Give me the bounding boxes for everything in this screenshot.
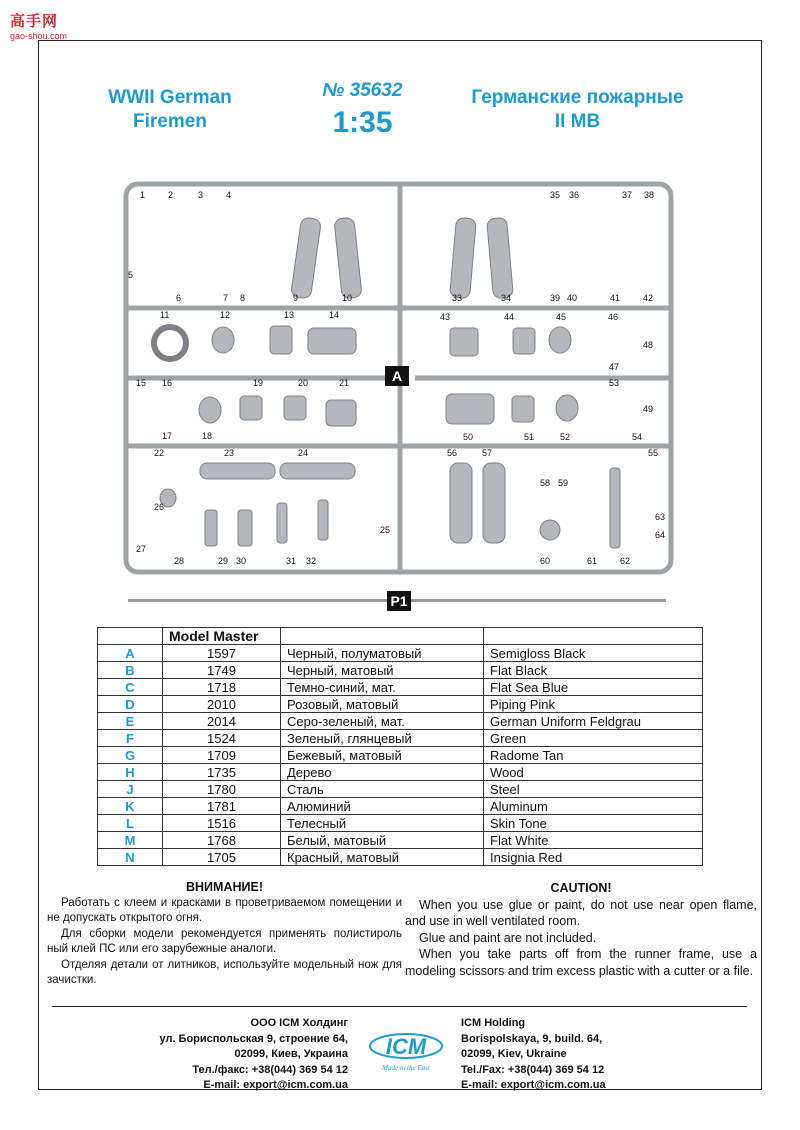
svg-text:46: 46 — [608, 312, 619, 322]
svg-text:57: 57 — [482, 448, 493, 458]
address-en-line: Borispolskaya, 9, build. 64, — [461, 1032, 603, 1045]
color-rows — [98, 645, 703, 866]
color-num-cell: 1749 — [163, 662, 281, 679]
svg-text:32: 32 — [306, 556, 317, 566]
color-num-cell: 1705 — [163, 849, 281, 866]
title-russian — [455, 86, 700, 134]
svg-text:45: 45 — [556, 312, 567, 322]
svg-text:58: 58 — [540, 478, 551, 488]
color-code-cell: J — [98, 781, 163, 798]
svg-text:41: 41 — [610, 293, 621, 303]
svg-text:16: 16 — [162, 378, 173, 388]
warning-ru-p3: Отделяя детали от литников, используйте модельный нож для зачистки. — [47, 958, 402, 986]
address-ru-line: ООО ICM Холдинг — [250, 1017, 348, 1029]
svg-text:4: 4 — [226, 190, 232, 200]
color-num-cell: 2014 — [163, 713, 281, 730]
svg-text:7: 7 — [223, 293, 229, 303]
color-ru-cell: Серо-зеленый, мат. — [281, 713, 484, 730]
color-row — [98, 747, 703, 764]
kit-number: № 35632 — [322, 80, 403, 101]
svg-text:36: 36 — [569, 190, 580, 200]
svg-text:14: 14 — [329, 310, 340, 320]
svg-text:13: 13 — [284, 310, 295, 320]
color-code-cell: E — [98, 713, 163, 730]
paint-color-table — [97, 627, 703, 866]
watermark-url: gao-shou.com — [10, 31, 68, 41]
color-ru-cell: Телесный — [281, 815, 484, 832]
svg-text:12: 12 — [220, 310, 231, 320]
color-code-cell: N — [98, 849, 163, 866]
color-row — [98, 781, 703, 798]
svg-text:20: 20 — [298, 378, 309, 388]
warning-russian — [47, 880, 402, 989]
color-row — [98, 832, 703, 849]
watermark-text: 高手网 — [10, 13, 59, 30]
kit-scale: 1:35 — [332, 106, 393, 139]
svg-text:30: 30 — [236, 556, 247, 566]
address-en-line: 02099, Kiev, Ukraine — [461, 1048, 567, 1060]
address-en-line: E-mail: export@icm.com.ua — [461, 1079, 606, 1091]
svg-text:2: 2 — [168, 190, 174, 200]
color-code-cell: H — [98, 764, 163, 781]
address-english — [461, 1016, 661, 1094]
logo-tagline: Made in the East — [382, 1064, 430, 1072]
color-ru-cell: Черный, матовый — [281, 662, 484, 679]
color-code-cell: B — [98, 662, 163, 679]
svg-text:40: 40 — [567, 293, 578, 303]
icm-logo — [365, 1024, 447, 1074]
svg-text:25: 25 — [380, 525, 391, 535]
warning-ru-p1: Работать с клеем и красками в проветриваемом помещении и не допускать открытого огня. — [47, 896, 402, 924]
color-row — [98, 645, 703, 662]
svg-text:34: 34 — [501, 293, 512, 303]
color-row — [98, 696, 703, 713]
address-russian — [140, 1016, 348, 1094]
color-ru-cell: Алюминий — [281, 798, 484, 815]
color-ru-cell: Белый, матовый — [281, 832, 484, 849]
color-ru-cell: Дерево — [281, 764, 484, 781]
warning-ru-heading: ВНИМАНИЕ! — [186, 880, 263, 894]
svg-text:61: 61 — [587, 556, 598, 566]
svg-text:50: 50 — [463, 432, 474, 442]
svg-text:29: 29 — [218, 556, 229, 566]
svg-text:62: 62 — [620, 556, 631, 566]
address-ru-line: ул. Бориспольская 9, строение 64, — [159, 1032, 348, 1045]
color-en-cell: Steel — [484, 781, 703, 798]
color-num-cell: 1597 — [163, 645, 281, 662]
warning-en-p1: When you use glue or paint, do not use near open flame, and use in well ventilated room. — [405, 897, 757, 928]
color-ru-cell: Черный, полуматовый — [281, 645, 484, 662]
color-num-cell: 1735 — [163, 764, 281, 781]
watermark-logo — [4, 4, 74, 41]
svg-text:11: 11 — [160, 310, 170, 320]
color-code-cell: G — [98, 747, 163, 764]
svg-text:42: 42 — [643, 293, 654, 303]
svg-text:51: 51 — [524, 432, 535, 442]
footer-divider — [52, 1006, 747, 1007]
color-en-cell: Flat White — [484, 832, 703, 849]
svg-text:3: 3 — [198, 190, 204, 200]
svg-text:6: 6 — [176, 293, 182, 303]
warning-ru-p2: Для сборки модели рекомендуется применять полистироль ный клей ПС или его зарубежные аналоги. — [47, 927, 402, 955]
color-code-cell: A — [98, 645, 163, 662]
color-code-cell: M — [98, 832, 163, 849]
svg-text:28: 28 — [174, 556, 185, 566]
color-code-cell: D — [98, 696, 163, 713]
svg-text:19: 19 — [253, 378, 264, 388]
color-code-cell: K — [98, 798, 163, 815]
color-row — [98, 713, 703, 730]
color-num-cell: 2010 — [163, 696, 281, 713]
svg-text:55: 55 — [648, 448, 659, 458]
color-row — [98, 849, 703, 866]
color-en-cell: Aluminum — [484, 798, 703, 815]
svg-text:54: 54 — [632, 432, 643, 442]
svg-text:15: 15 — [136, 378, 147, 388]
svg-text:22: 22 — [154, 448, 165, 458]
svg-text:64: 64 — [655, 530, 666, 540]
color-row — [98, 798, 703, 815]
svg-text:60: 60 — [540, 556, 551, 566]
svg-text:17: 17 — [162, 431, 173, 441]
svg-text:44: 44 — [504, 312, 515, 322]
color-row — [98, 662, 703, 679]
svg-text:5: 5 — [128, 270, 134, 280]
color-en-cell: Green — [484, 730, 703, 747]
color-en-cell: Insignia Red — [484, 849, 703, 866]
color-en-cell: Flat Sea Blue — [484, 679, 703, 696]
logo-text: ICM — [385, 1034, 427, 1059]
color-ru-cell: Зеленый, глянцевый — [281, 730, 484, 747]
svg-text:53: 53 — [609, 378, 620, 388]
svg-text:24: 24 — [298, 448, 309, 458]
address-ru-line: Тел./факс: +38(044) 369 54 12 — [192, 1063, 348, 1076]
color-row — [98, 679, 703, 696]
color-en-cell: Skin Tone — [484, 815, 703, 832]
svg-text:52: 52 — [560, 432, 571, 442]
sprue-diagram — [120, 178, 675, 578]
warning-en-p3: When you take parts off from the runner frame, use a modeling scissors and trim excess plastic with a cutter or a file. — [405, 947, 757, 978]
title-en-line1: WWII German — [108, 87, 232, 108]
svg-text:10: 10 — [342, 293, 353, 303]
color-row — [98, 815, 703, 832]
color-ru-cell: Розовый, матовый — [281, 696, 484, 713]
color-en-cell: Wood — [484, 764, 703, 781]
svg-text:18: 18 — [202, 431, 213, 441]
svg-text:47: 47 — [609, 362, 620, 372]
svg-text:43: 43 — [440, 312, 451, 322]
svg-text:37: 37 — [622, 190, 633, 200]
svg-text:48: 48 — [643, 340, 654, 350]
svg-text:56: 56 — [447, 448, 458, 458]
color-ru-cell: Красный, матовый — [281, 849, 484, 866]
svg-text:39: 39 — [550, 293, 561, 303]
color-code-cell: F — [98, 730, 163, 747]
model-master-header: Model Master — [163, 628, 281, 645]
title-en-line2: Firemen — [133, 111, 207, 132]
color-num-cell: 1524 — [163, 730, 281, 747]
color-row — [98, 730, 703, 747]
svg-text:38: 38 — [644, 190, 655, 200]
title-ru-line2: II MB — [554, 111, 601, 132]
svg-text:23: 23 — [224, 448, 235, 458]
color-num-cell: 1781 — [163, 798, 281, 815]
color-num-cell: 1516 — [163, 815, 281, 832]
color-num-cell: 1709 — [163, 747, 281, 764]
color-row — [98, 764, 703, 781]
color-ru-cell: Бежевый, матовый — [281, 747, 484, 764]
address-ru-line: E-mail: export@icm.com.ua — [203, 1079, 348, 1091]
sprue-label-a: A — [391, 368, 403, 384]
title-ru-line1: Германские пожарные — [471, 87, 684, 108]
svg-text:9: 9 — [293, 293, 299, 303]
color-en-cell: Radome Tan — [484, 747, 703, 764]
svg-text:59: 59 — [558, 478, 569, 488]
warning-english — [405, 880, 757, 979]
table-header-row — [98, 628, 703, 645]
color-num-cell: 1718 — [163, 679, 281, 696]
warning-en-p2: Glue and paint are not included. — [419, 930, 597, 945]
color-num-cell: 1768 — [163, 832, 281, 849]
sprue-label-p1: P1 — [387, 591, 411, 611]
color-en-cell: Piping Pink — [484, 696, 703, 713]
title-english — [100, 86, 240, 134]
svg-text:31: 31 — [286, 556, 297, 566]
svg-text:26: 26 — [154, 502, 165, 512]
svg-text:1: 1 — [140, 190, 146, 200]
address-en-line: ICM Holding — [461, 1017, 526, 1029]
address-en-line: Tel./Fax: +38(044) 369 54 12 — [461, 1063, 605, 1076]
color-en-cell: German Uniform Feldgrau — [484, 713, 703, 730]
svg-text:27: 27 — [136, 544, 147, 554]
color-ru-cell: Темно-синий, мат. — [281, 679, 484, 696]
svg-text:35: 35 — [550, 190, 561, 200]
svg-text:33: 33 — [452, 293, 463, 303]
color-code-cell: L — [98, 815, 163, 832]
color-code-cell: C — [98, 679, 163, 696]
warning-en-heading: CAUTION! — [550, 881, 612, 895]
color-en-cell: Flat Black — [484, 662, 703, 679]
svg-text:21: 21 — [339, 378, 350, 388]
color-ru-cell: Сталь — [281, 781, 484, 798]
address-ru-line: 02099, Киев, Украина — [234, 1048, 348, 1060]
svg-text:63: 63 — [655, 512, 666, 522]
svg-text:8: 8 — [240, 293, 246, 303]
color-num-cell: 1780 — [163, 781, 281, 798]
svg-text:49: 49 — [643, 404, 654, 414]
color-en-cell: Semigloss Black — [484, 645, 703, 662]
